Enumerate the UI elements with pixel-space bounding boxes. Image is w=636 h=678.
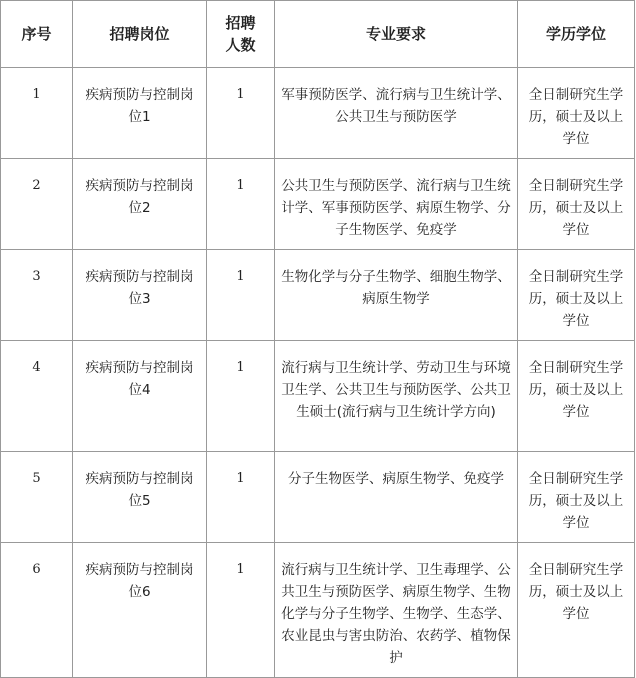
header-recruit-post: 招聘岗位 [73, 1, 207, 68]
cell-major: 流行病与卫生统计学、卫生毒理学、公共卫生与预防医学、病原生物学、生物化学与分子生物学、生物学、生态学、农业昆虫与害虫防治、农药学、植物保护 [275, 543, 518, 678]
cell-major: 生物化学与分子生物学、细胞生物学、病原生物学 [275, 250, 518, 341]
table-row [1, 452, 635, 543]
header-serial-number: 序号 [1, 1, 73, 68]
header-recruit-count-line1: 招聘 [225, 14, 256, 32]
cell-degree: 全日制研究生学历，硕士及以上学位 [518, 452, 635, 543]
table-row [1, 159, 635, 250]
cell-degree: 全日制研究生学历，硕士及以上学位 [518, 341, 635, 452]
cell-count: 1 [207, 452, 275, 543]
cell-count: 1 [207, 543, 275, 678]
table-row [1, 543, 635, 678]
cell-major: 军事预防医学、流行病与卫生统计学、公共卫生与预防医学 [275, 68, 518, 159]
cell-serial-number: 3 [1, 250, 73, 341]
table-header-row [1, 1, 635, 68]
cell-count: 1 [207, 250, 275, 341]
header-recruit-count [207, 1, 275, 68]
table-row [1, 250, 635, 341]
cell-serial-number: 6 [1, 543, 73, 678]
table-row [1, 341, 635, 452]
cell-degree: 全日制研究生学历，硕士及以上学位 [518, 250, 635, 341]
cell-degree: 全日制研究生学历，硕士及以上学位 [518, 68, 635, 159]
cell-serial-number: 4 [1, 341, 73, 452]
cell-count: 1 [207, 68, 275, 159]
table-row [1, 68, 635, 159]
cell-degree: 全日制研究生学历，硕士及以上学位 [518, 159, 635, 250]
cell-degree: 全日制研究生学历，硕士及以上学位 [518, 543, 635, 678]
cell-post: 疾病预防与控制岗位2 [73, 159, 207, 250]
cell-major: 公共卫生与预防医学、流行病与卫生统计学、军事预防医学、病原生物学、分子生物医学、免疫学 [275, 159, 518, 250]
header-recruit-count-line2: 人数 [225, 36, 256, 54]
header-major-requirement: 专业要求 [275, 1, 518, 68]
cell-post: 疾病预防与控制岗位6 [73, 543, 207, 678]
cell-major: 流行病与卫生统计学、劳动卫生与环境卫生学、公共卫生与预防医学、公共卫生硕士(流行病与卫生统计学方向) [275, 341, 518, 452]
cell-serial-number: 1 [1, 68, 73, 159]
cell-serial-number: 2 [1, 159, 73, 250]
cell-count: 1 [207, 159, 275, 250]
cell-post: 疾病预防与控制岗位3 [73, 250, 207, 341]
cell-post: 疾病预防与控制岗位5 [73, 452, 207, 543]
cell-post: 疾病预防与控制岗位1 [73, 68, 207, 159]
cell-serial-number: 5 [1, 452, 73, 543]
header-degree: 学历学位 [518, 1, 635, 68]
cell-post: 疾病预防与控制岗位4 [73, 341, 207, 452]
cell-count: 1 [207, 341, 275, 452]
cell-major: 分子生物医学、病原生物学、免疫学 [275, 452, 518, 543]
